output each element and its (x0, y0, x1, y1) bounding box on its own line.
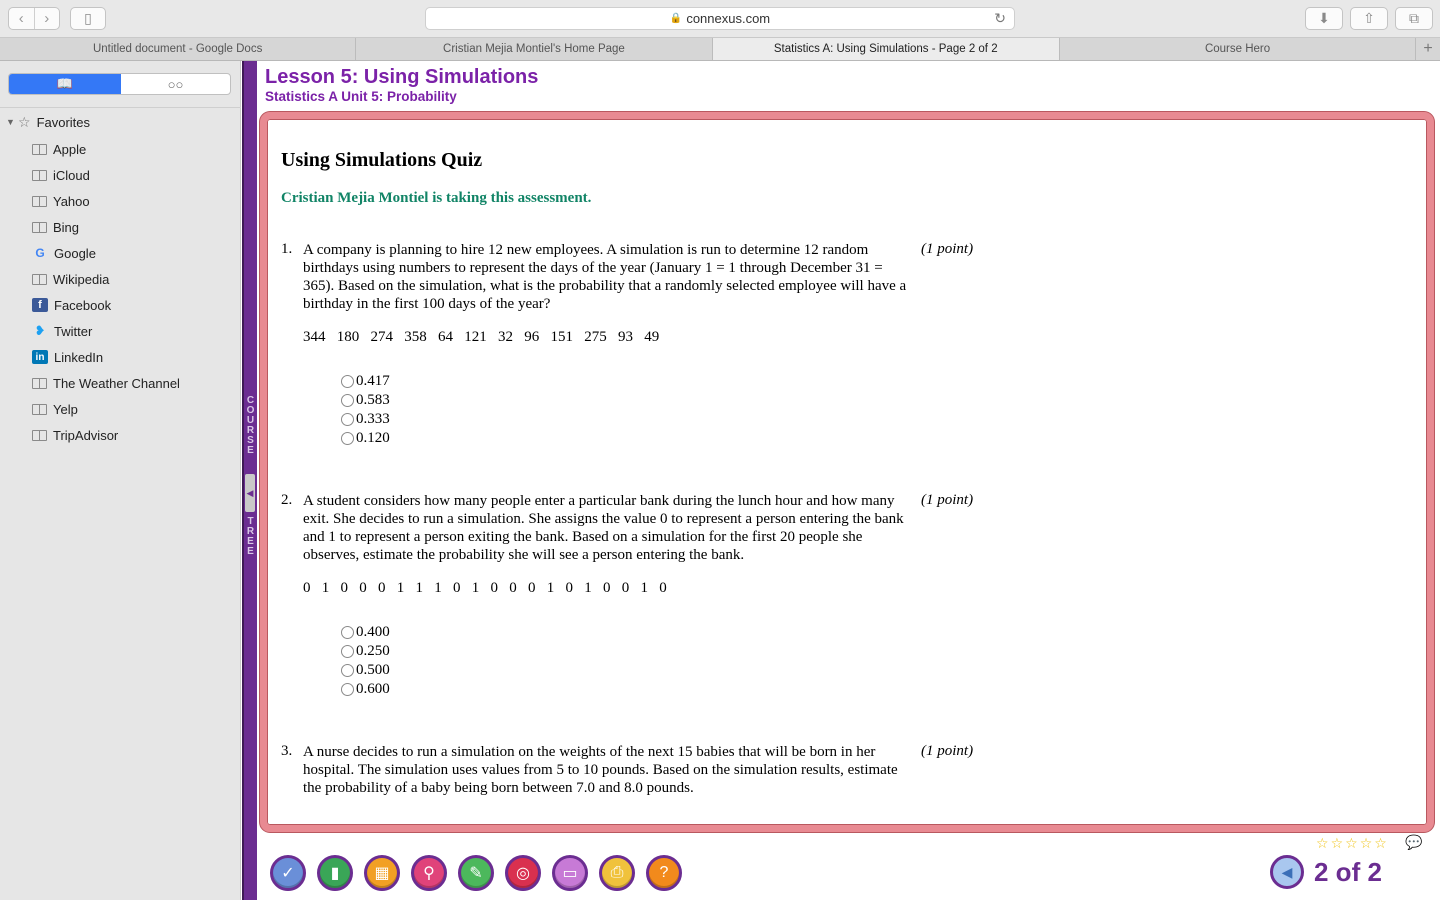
gradebook-icon[interactable]: ✓ (270, 855, 306, 891)
pin-icon[interactable]: ⚲ (411, 855, 447, 891)
monitor-icon[interactable]: ▭ (552, 855, 588, 891)
course-tree-label-bottom: T R E E (246, 516, 255, 557)
new-tab-icon[interactable]: + (1423, 40, 1433, 57)
page-navigator (1270, 855, 1382, 889)
question-text: A company is planning to hire 12 new employees. A simulation is run to determine 12 random birthdays using numbers to represent the days of the year (January 1 = 1 through December 31 = 365). Based on the simulation, what is the probability that a randomly selected employee will have a birthday in the first 100 days of the year? (303, 242, 907, 312)
bookmark-icon (32, 430, 47, 441)
lock-icon: 🔒 (669, 13, 683, 24)
print-icon[interactable]: ⎙ (599, 855, 635, 891)
quiz-title: Using Simulations Quiz (281, 149, 483, 171)
bookmark-weather-channel[interactable] (32, 370, 180, 396)
bookmark-icon (32, 170, 47, 181)
lesson-title: Lesson 5: Using Simulations (265, 66, 539, 88)
disclosure-triangle-icon[interactable]: ▼ (6, 117, 15, 127)
bookmarks-tab-icon[interactable]: 📖 (9, 74, 121, 94)
lesson-toolbar (270, 855, 682, 891)
answer-choice[interactable] (341, 623, 981, 642)
bookmark-icon (32, 274, 47, 285)
bookmark-facebook[interactable] (32, 292, 180, 318)
answer-choice[interactable] (341, 391, 981, 410)
choice-label: 0.500 (356, 662, 390, 678)
star-icon: ☆ (18, 113, 31, 130)
question-number: 3. (281, 743, 293, 759)
lesson-subtitle: Statistics A Unit 5: Probability (265, 89, 457, 104)
bookmark-label: Twitter (54, 323, 93, 339)
question-3 (281, 743, 981, 797)
previous-page-button[interactable]: ◀ (1270, 855, 1304, 889)
nav-buttons (8, 7, 60, 30)
choice-label: 0.583 (356, 392, 390, 408)
bookmark-linkedin[interactable] (32, 344, 180, 370)
choice-label: 0.120 (356, 430, 390, 446)
collapse-arrow-icon[interactable]: ◀ (245, 474, 255, 512)
course-tree-strip[interactable] (242, 61, 257, 900)
bookmark-yahoo[interactable] (32, 188, 180, 214)
forward-button[interactable]: › (34, 8, 60, 29)
bookmark-label: Facebook (54, 297, 112, 313)
comment-bubble-icon[interactable]: 💬 (1405, 834, 1423, 850)
tools-icon[interactable]: ✎ (458, 855, 494, 891)
bookmark-yelp[interactable] (32, 396, 180, 422)
radio-button[interactable] (341, 432, 354, 445)
bookmark-label: Yelp (53, 401, 78, 417)
target-icon[interactable]: ◎ (505, 855, 541, 891)
answer-choice[interactable] (341, 410, 981, 429)
answer-choice[interactable] (341, 642, 981, 661)
google-icon: G (35, 246, 45, 260)
simulation-data: 0 1 0 0 0 1 1 1 0 1 0 0 0 1 0 1 0 0 1 0 (303, 580, 667, 596)
reload-icon[interactable]: ↻ (994, 10, 1006, 26)
star-icon[interactable]: ☆ (1345, 835, 1358, 851)
back-button[interactable]: ‹ (18, 10, 24, 27)
help-icon[interactable]: ? (646, 855, 682, 891)
facebook-icon: f (32, 298, 48, 312)
answer-choices (341, 372, 981, 448)
bookmark-label: LinkedIn (54, 349, 104, 365)
question-text: A nurse decides to run a simulation on the weights of the next 15 babies that will be born in her hospital. The simulation uses values from 5 to 10 pounds. Based on the simulation results, estimate the probability of a baby being born between 7.0 and 8.0 pounds. (303, 744, 898, 796)
radio-button[interactable] (341, 664, 354, 677)
page-indicator: 2 of 2 (1314, 856, 1382, 887)
answer-choice[interactable] (341, 429, 981, 448)
question-2 (281, 492, 981, 699)
question-1 (281, 241, 981, 448)
tab-using-simulations[interactable]: Statistics A: Using Simulations - Page 2 of 2 (713, 38, 1060, 60)
question-number: 1. (281, 241, 293, 257)
bookmark-twitter[interactable] (32, 318, 180, 344)
radio-button[interactable] (341, 683, 354, 696)
browser-toolbar (0, 0, 1440, 38)
bookmark-icon (32, 144, 47, 155)
linkedin-icon: in (32, 350, 48, 364)
answer-choice[interactable] (341, 680, 981, 699)
sidebar-divider (0, 107, 241, 108)
bookmark-wikipedia[interactable] (32, 266, 180, 292)
radio-button[interactable] (341, 645, 354, 658)
bookmark-label: Wikipedia (53, 271, 110, 287)
bookmark-icon (32, 378, 47, 389)
radio-button[interactable] (341, 626, 354, 639)
star-icon[interactable]: ☆ (1374, 835, 1387, 851)
bookmark-tripadvisor[interactable] (32, 422, 180, 448)
radio-button[interactable] (341, 394, 354, 407)
share-icon[interactable]: ⇧ (1350, 7, 1388, 30)
sidebar-segment-control (8, 73, 231, 95)
bookmark-google[interactable] (32, 240, 180, 266)
answer-choices (341, 623, 981, 699)
bookmark-label: Bing (53, 219, 80, 235)
tab-google-docs[interactable]: Untitled document - Google Docs (0, 38, 356, 60)
star-icon[interactable]: ☆ (1359, 835, 1373, 851)
favorites-folder[interactable] (6, 113, 90, 131)
star-icon[interactable]: ☆ (1316, 835, 1329, 851)
planner-icon[interactable]: ▦ (364, 855, 400, 891)
bookmark-icon (32, 196, 47, 207)
reading-list-tab-icon[interactable]: ○○ (167, 76, 184, 92)
answer-choice[interactable] (341, 661, 981, 680)
bookmark-icon (32, 404, 47, 415)
radio-button[interactable] (341, 375, 354, 388)
rating-stars[interactable] (1316, 835, 1387, 852)
question-points: (1 point) (921, 492, 974, 508)
sidebar-toggle-icon[interactable]: ▯ (70, 7, 106, 30)
star-icon[interactable]: ☆ (1330, 835, 1344, 851)
bookmark-label: The Weather Channel (53, 375, 180, 391)
url-text: connexus.com (686, 11, 771, 26)
bookmark-label: Yahoo (53, 193, 90, 209)
question-points: (1 point) (921, 241, 974, 257)
choice-label: 0.600 (356, 681, 390, 697)
downloads-icon[interactable]: ⬇ (1305, 7, 1343, 30)
radio-button[interactable] (341, 413, 354, 426)
simulation-data: 344 180 274 358 64 121 32 96 151 275 93 49 (303, 329, 660, 345)
answer-choice[interactable] (341, 372, 981, 391)
tab-course-hero[interactable]: Course Hero (1060, 38, 1416, 60)
bookmarks-sidebar (0, 61, 241, 900)
choice-label: 0.333 (356, 411, 390, 427)
tab-home-page[interactable]: Cristian Mejia Montiel's Home Page (356, 38, 712, 60)
quiz-frame (260, 112, 1434, 832)
bookmark-label: iCloud (53, 167, 90, 183)
choice-label: 0.400 (356, 624, 390, 640)
question-text: A student considers how many people enter a particular bank during the lunch hour and how many exit. She decides to run a simulation. She assigns the value 0 to represent a person entering the bank and 1 to represent a person exiting the bank. Based on a simulation for the first 20 people she observes, estimate the probability she will see a person entering the bank. (303, 493, 904, 563)
assessment-taker-notice: Cristian Mejia Montiel is taking this assessment. (281, 190, 592, 206)
tab-bar (0, 38, 1440, 61)
bookmark-apple[interactable] (32, 136, 180, 162)
question-number: 2. (281, 492, 293, 508)
bookmark-label: TripAdvisor (53, 427, 119, 443)
choice-label: 0.417 (356, 373, 390, 389)
favorites-list (32, 136, 180, 448)
book-icon[interactable]: ▮ (317, 855, 353, 891)
quiz-content (281, 149, 1421, 841)
favorites-label: Favorites (36, 114, 91, 130)
question-points: (1 point) (921, 743, 974, 759)
bookmark-bing[interactable] (32, 214, 180, 240)
choice-label: 0.250 (356, 643, 390, 659)
twitter-icon: ❥ (34, 323, 46, 338)
bookmark-icloud[interactable] (32, 162, 180, 188)
bookmark-label: Apple (53, 141, 87, 157)
address-bar[interactable] (425, 7, 1015, 30)
bookmark-label: Google (54, 245, 96, 261)
tabs-overview-icon[interactable]: ⧉ (1395, 7, 1433, 30)
course-tree-label-top: C O U R S E (246, 395, 255, 456)
bookmark-icon (32, 222, 47, 233)
